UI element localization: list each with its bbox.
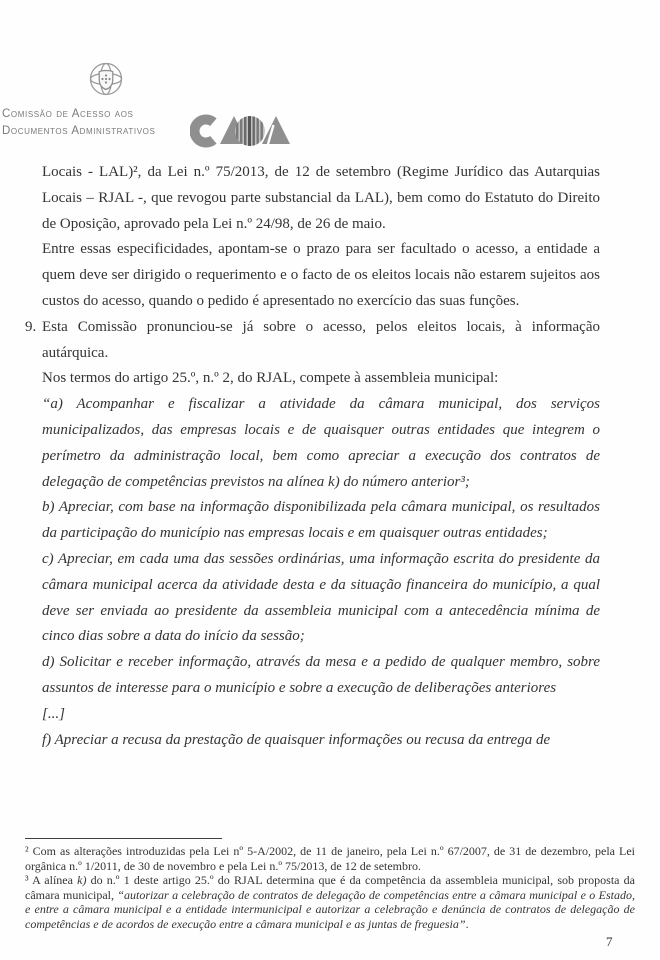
item-9-number: 9. [25, 318, 37, 335]
coat-of-arms-icon [85, 58, 127, 105]
footnote-3 [25, 873, 635, 931]
quote-item-a: “a) Acompanhar e fiscalizar a atividade da câmara municipal, dos serviços municipalizados, das empresas locais e de quaisquer outras entidades que integrem o perímetro da administração local, bem como apreciar a execução dos contratos de delegação de competências previstos na alínea k) do número anterior³; [42, 396, 600, 490]
paragraph-intro-competencias: Nos termos do artigo 25.º, n.º 2, do RJAL, compete à assembleia municipal: [42, 370, 499, 387]
quote-item-c: c) Apreciar, em cada uma das sessões ordinárias, uma informação escrita do presidente da câmara municipal acerca da atividade desta e da situação financeira do município, a qual deve ser enviada ao presidente da assembleia municipal com a antecedência mínima de cinco dias sobre a data do início da sessão; [42, 550, 600, 645]
org-name-line1: Comissão de Acesso aos [2, 108, 134, 120]
footnote-divider [25, 838, 222, 839]
footnote-3-italic-ref: k) [77, 873, 87, 888]
footnote-3-text: ³ A alínea [25, 873, 78, 888]
footnote-3-quote: “autorizar a celebração de contratos de delegação de competências entre a câmara municipal e o Estado, e entre a câmara municipal e a entidade intermunicipal e autorizar a celebração e denúncia de contratos de delegação de competências e de acordos de execução entre a câmara municipal e as juntas de freguesia” [25, 887, 635, 931]
footnotes-section [25, 838, 635, 932]
paragraph-continuation: Locais - LAL)², da Lei n.º 75/2013, de 12 de setembro (Regime Jurídico das Autarquias Locais – RJAL -, que revogou parte substancial da LAL), bem como do Estatuto do Direito de Oposição, aprovado pela Lei n.º 24/98, de 26 de maio. [42, 164, 600, 232]
org-name-line2: Documentos Administrativos [2, 125, 156, 137]
paragraph-specificities: Entre essas especificidades, apontam-se o prazo para ser facultado o acesso, a entidade a quem deve ser dirigido o requerimento e o facto de os eleitos locais não estarem sujeitos aos custos do acesso, quando o pedido é apresentado no exercício das suas funções. [42, 241, 600, 309]
footnote-3-text: . [465, 916, 469, 931]
numbered-item-9 [25, 315, 600, 367]
document-body [25, 160, 600, 753]
quote-item-f: f) Apreciar a recusa da prestação de quaisquer informações ou recusa da entrega de [42, 731, 551, 748]
cada-logo-icon [190, 113, 292, 149]
page-number: 7 [606, 934, 613, 949]
item-9-text: Esta Comissão pronunciou-se já sobre o acesso, pelos eleitos locais, à informação autárquica. [42, 318, 600, 361]
quote-item-b: b) Apreciar, com base na informação disponibilizada pela câmara municipal, os resultados da participação do município nas empresas locais e em quaisquer outras entidades; [42, 499, 600, 542]
organization-name [2, 106, 155, 140]
quote-item-d: d) Solicitar e receber informação, através da mesa e a pedido de qualquer membro, sobre assuntos de interesse para o município e sobre a execução de deliberações anteriores [42, 654, 600, 696]
quote-ellipsis: [...] [42, 705, 65, 722]
footnote-2: ² Com as alterações introduzidas pela Lei nº 5-A/2002, de 11 de janeiro, pela Lei n.º 67/2007, de 31 de dezembro, pela Lei orgânica n.º 1/2011, de 30 de novembro e pela Lei n.º 75/2013, de 12 de setembro. [25, 844, 635, 873]
footnote-3-text: do n.º 1 deste artigo 25.º do RJAL determina que é da competência da assembleia municipal, sob proposta da câmara municipal, [25, 873, 635, 902]
